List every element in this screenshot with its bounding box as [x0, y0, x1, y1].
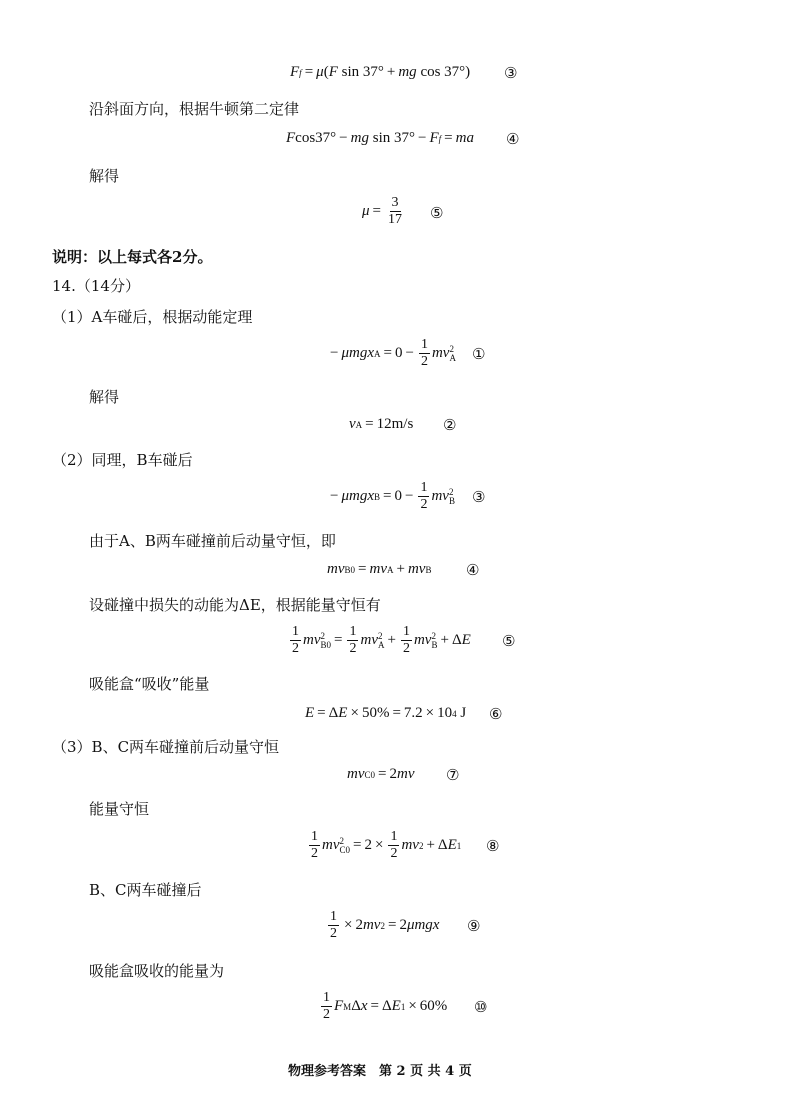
equation-energy-ab: $\frac{1}{2}$ mv 2 B0 = $\frac{1}{2}$ mv 2 A + $\frac{1}{2}$ mv 2 B + Δ E — [292, 624, 471, 656]
equation-number: ④ — [506, 130, 520, 148]
equation-mu-result: μ = $\frac{3}{17}$ — [362, 195, 402, 227]
equation-momentum-bc: mv C0 = 2 mv — [347, 766, 415, 782]
text-line: 解得 — [89, 388, 120, 406]
equation-number: ⑤ — [430, 204, 444, 222]
text-line: 由于A、B两车碰撞前后动量守恒，即 — [89, 532, 336, 550]
text-line: 设碰撞中损失的动能为ΔE，根据能量守恒有 — [89, 596, 381, 614]
text-line: B、C两车碰撞后 — [89, 881, 202, 899]
equation-number: ③ — [504, 64, 518, 82]
equation-va-result: v A = 12m/s — [349, 416, 414, 432]
text-line: 解得 — [89, 167, 120, 185]
part-heading: （3）B、C两车碰撞前后动量守恒 — [52, 738, 280, 756]
equation-number: ⑨ — [467, 917, 481, 935]
text-line: 沿斜面方向，根据牛顿第二定律 — [89, 100, 300, 118]
equation-momentum-ab: mv B0 = mv A + mv B — [327, 561, 432, 577]
equation-number: ⑩ — [474, 998, 488, 1016]
equation-number: ⑦ — [446, 766, 460, 784]
part-heading: （1）A车碰后，根据动能定理 — [52, 308, 253, 326]
text-line: 吸能盒“吸收”能量 — [89, 675, 210, 693]
equation-energy-bc: $\frac{1}{2}$ mv 2 C0 = 2 × $\frac{1}{2}$ mv 2 + Δ E 1 — [311, 829, 462, 861]
equation-b-kinetic-energy: − μmgx B = 0 − $\frac{1}{2}$ mv 2 B — [330, 480, 455, 512]
text-line: 能量守恒 — [89, 800, 150, 818]
part-heading: （2）同理，B车碰后 — [52, 451, 193, 469]
equation-a-kinetic-energy: − μmgx A = 0 − $\frac{1}{2}$ mv 2 A — [330, 337, 456, 369]
equation-number: ⑤ — [502, 632, 516, 650]
equation-newton-second-law: F cos37° − mg sin 37° − F f = ma — [286, 130, 474, 146]
scoring-note: 说明：以上每式各2分。 — [52, 248, 213, 266]
question-heading: 14.（14分） — [52, 277, 140, 295]
equation-absorber-work: $\frac{1}{2}$ F M Δ x = Δ E 1 × 60% — [323, 990, 448, 1022]
text-line: 吸能盒吸收的能量为 — [89, 962, 225, 980]
equation-number: ③ — [472, 488, 486, 506]
equation-number: ⑧ — [486, 837, 500, 855]
equation-friction-force: F f = μ ( F sin 37° + mg cos 37°) — [290, 64, 471, 80]
equation-number: ① — [472, 345, 486, 363]
equation-after-collision-bc: $\frac{1}{2}$ × 2 mv 2 = 2 μmgx — [330, 909, 440, 941]
equation-number: ⑥ — [489, 705, 503, 723]
equation-number: ② — [443, 416, 457, 434]
page-footer: 物理参考答案 第 2 页 共 4 页 — [288, 1064, 472, 1079]
equation-number: ④ — [466, 561, 480, 579]
equation-absorbed-energy: E = Δ E × 50% = 7.2 × 10 4 J — [305, 705, 467, 721]
